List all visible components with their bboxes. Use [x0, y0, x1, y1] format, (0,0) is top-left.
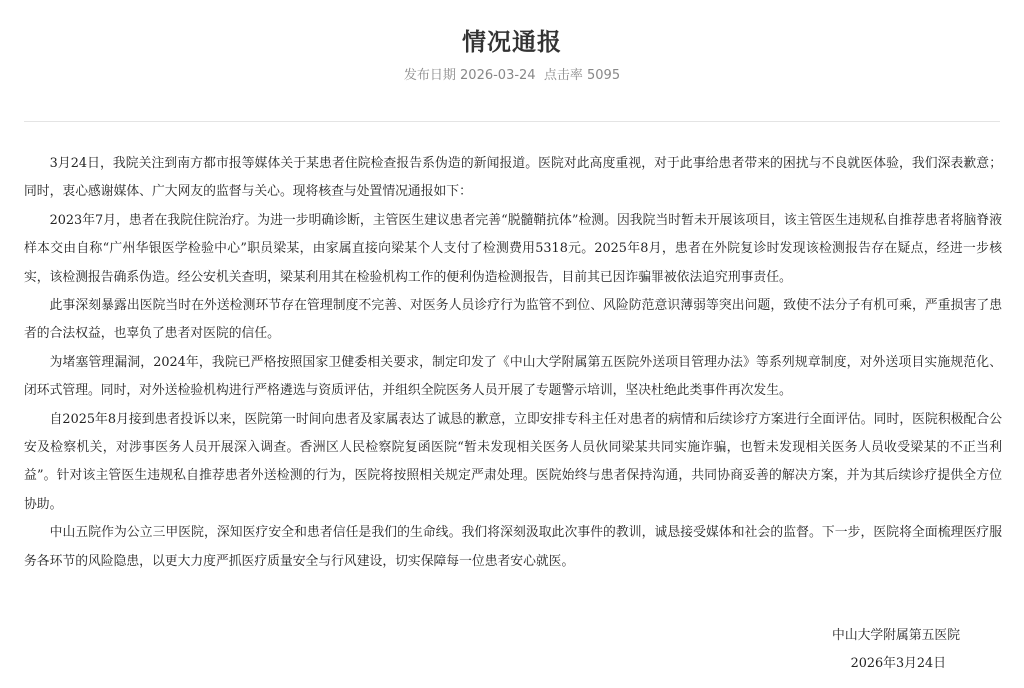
article-paragraph: 2023年7月，患者在我院住院治疗。为进一步明确诊断，主管医生建议患者完善“脱髓鞘抗体”检测。因我院当时暂未开展该项目，该主管医生违规私自推荐患者将脑脊液样本交由自称“广州华银医学检验中心”职员梁某，由家属直接向梁某个人支付了检测费用5318元。2025年8月，患者在外院复诊时发现该检测报告存在疑点，经进一步核实，该检测报告确系伪造。经公安机关查明，梁某利用其在检验机构工作的便利伪造检测报告，目前其已因诈骗罪被依法追究刑事责任。	[24, 212, 1002, 285]
article-paragraph: 中山五院作为公立三甲医院，深知医疗安全和患者信任是我们的生命线。我们将深刻汲取此次事件的教训，诚恳接受媒体和社会的监督。下一步，医院将全面梳理医疗服务各环节的风险隐患，以更大力度严抓医疗质量安全与行风建设，切实保障每一位患者安心就医。	[24, 525, 1002, 569]
signature-date: 2026年3月24日	[850, 656, 946, 671]
publish-meta	[0, 64, 1024, 83]
article-paragraph: 为堵塞管理漏洞，2024年，我院已严格按照国家卫健委相关要求，制定印发了《中山大学附属第五医院外送项目管理办法》等系列规章制度，对外送项目实施规范化、闭环式管理。同时，对外送检验机构进行严格遴选与资质评估，并组织全院医务人员开展了专题警示培训，坚决杜绝此类事件再次发生。	[24, 354, 1002, 399]
signature-block	[832, 622, 960, 678]
click-count-label: 点击率	[543, 68, 583, 83]
article-paragraph: 3月24日，我院关注到南方都市报等媒体关于某患者住院检查报告系伪造的新闻报道。医院对此高度重视，对于此事给患者带来的困扰与不良就医体验，我们深表歉意；同时，衷心感谢媒体、广大网友的监督与关心。现将核查与处置情况通报如下：	[24, 156, 1002, 200]
signature-organization: 中山大学附属第五医院	[832, 628, 960, 643]
article-paragraph: 自2025年8月接到患者投诉以来，医院第一时间向患者及家属表达了诚恳的歉意，立即安排专科主任对患者的病情和后续诊疗方案进行全面评估。同时，医院积极配合公安及检察机关，对涉事医务人员开展深入调查。香洲区人民检察院复函医院“暂未发现相关医务人员伙同梁某共同实施诈骗，也暂未发现相关医务人员收受梁某的不正当利益”。针对该主管医生违规私自推荐患者外送检测的行为，医院将按照相关规定严肃处理。医院始终与患者保持沟通，共同协商妥善的解决方案，并为其后续诊疗提供全方位协助。	[24, 411, 1002, 512]
publish-date-value: 2026-03-24	[460, 68, 536, 83]
article-paragraph: 此事深刻暴露出医院当时在外送检测环节存在管理制度不完善、对医务人员诊疗行为监管不到位、风险防范意识薄弱等突出问题，致使不法分子有机可乘，严重损害了患者的合法权益，也辜负了患者对医院的信任。	[24, 298, 1002, 342]
article-body	[24, 150, 1002, 576]
click-count-value: 5095	[587, 68, 621, 83]
header-divider	[24, 121, 1000, 122]
publish-date-label: 发布日期	[403, 68, 456, 83]
page-title: 情况通报	[462, 28, 562, 56]
